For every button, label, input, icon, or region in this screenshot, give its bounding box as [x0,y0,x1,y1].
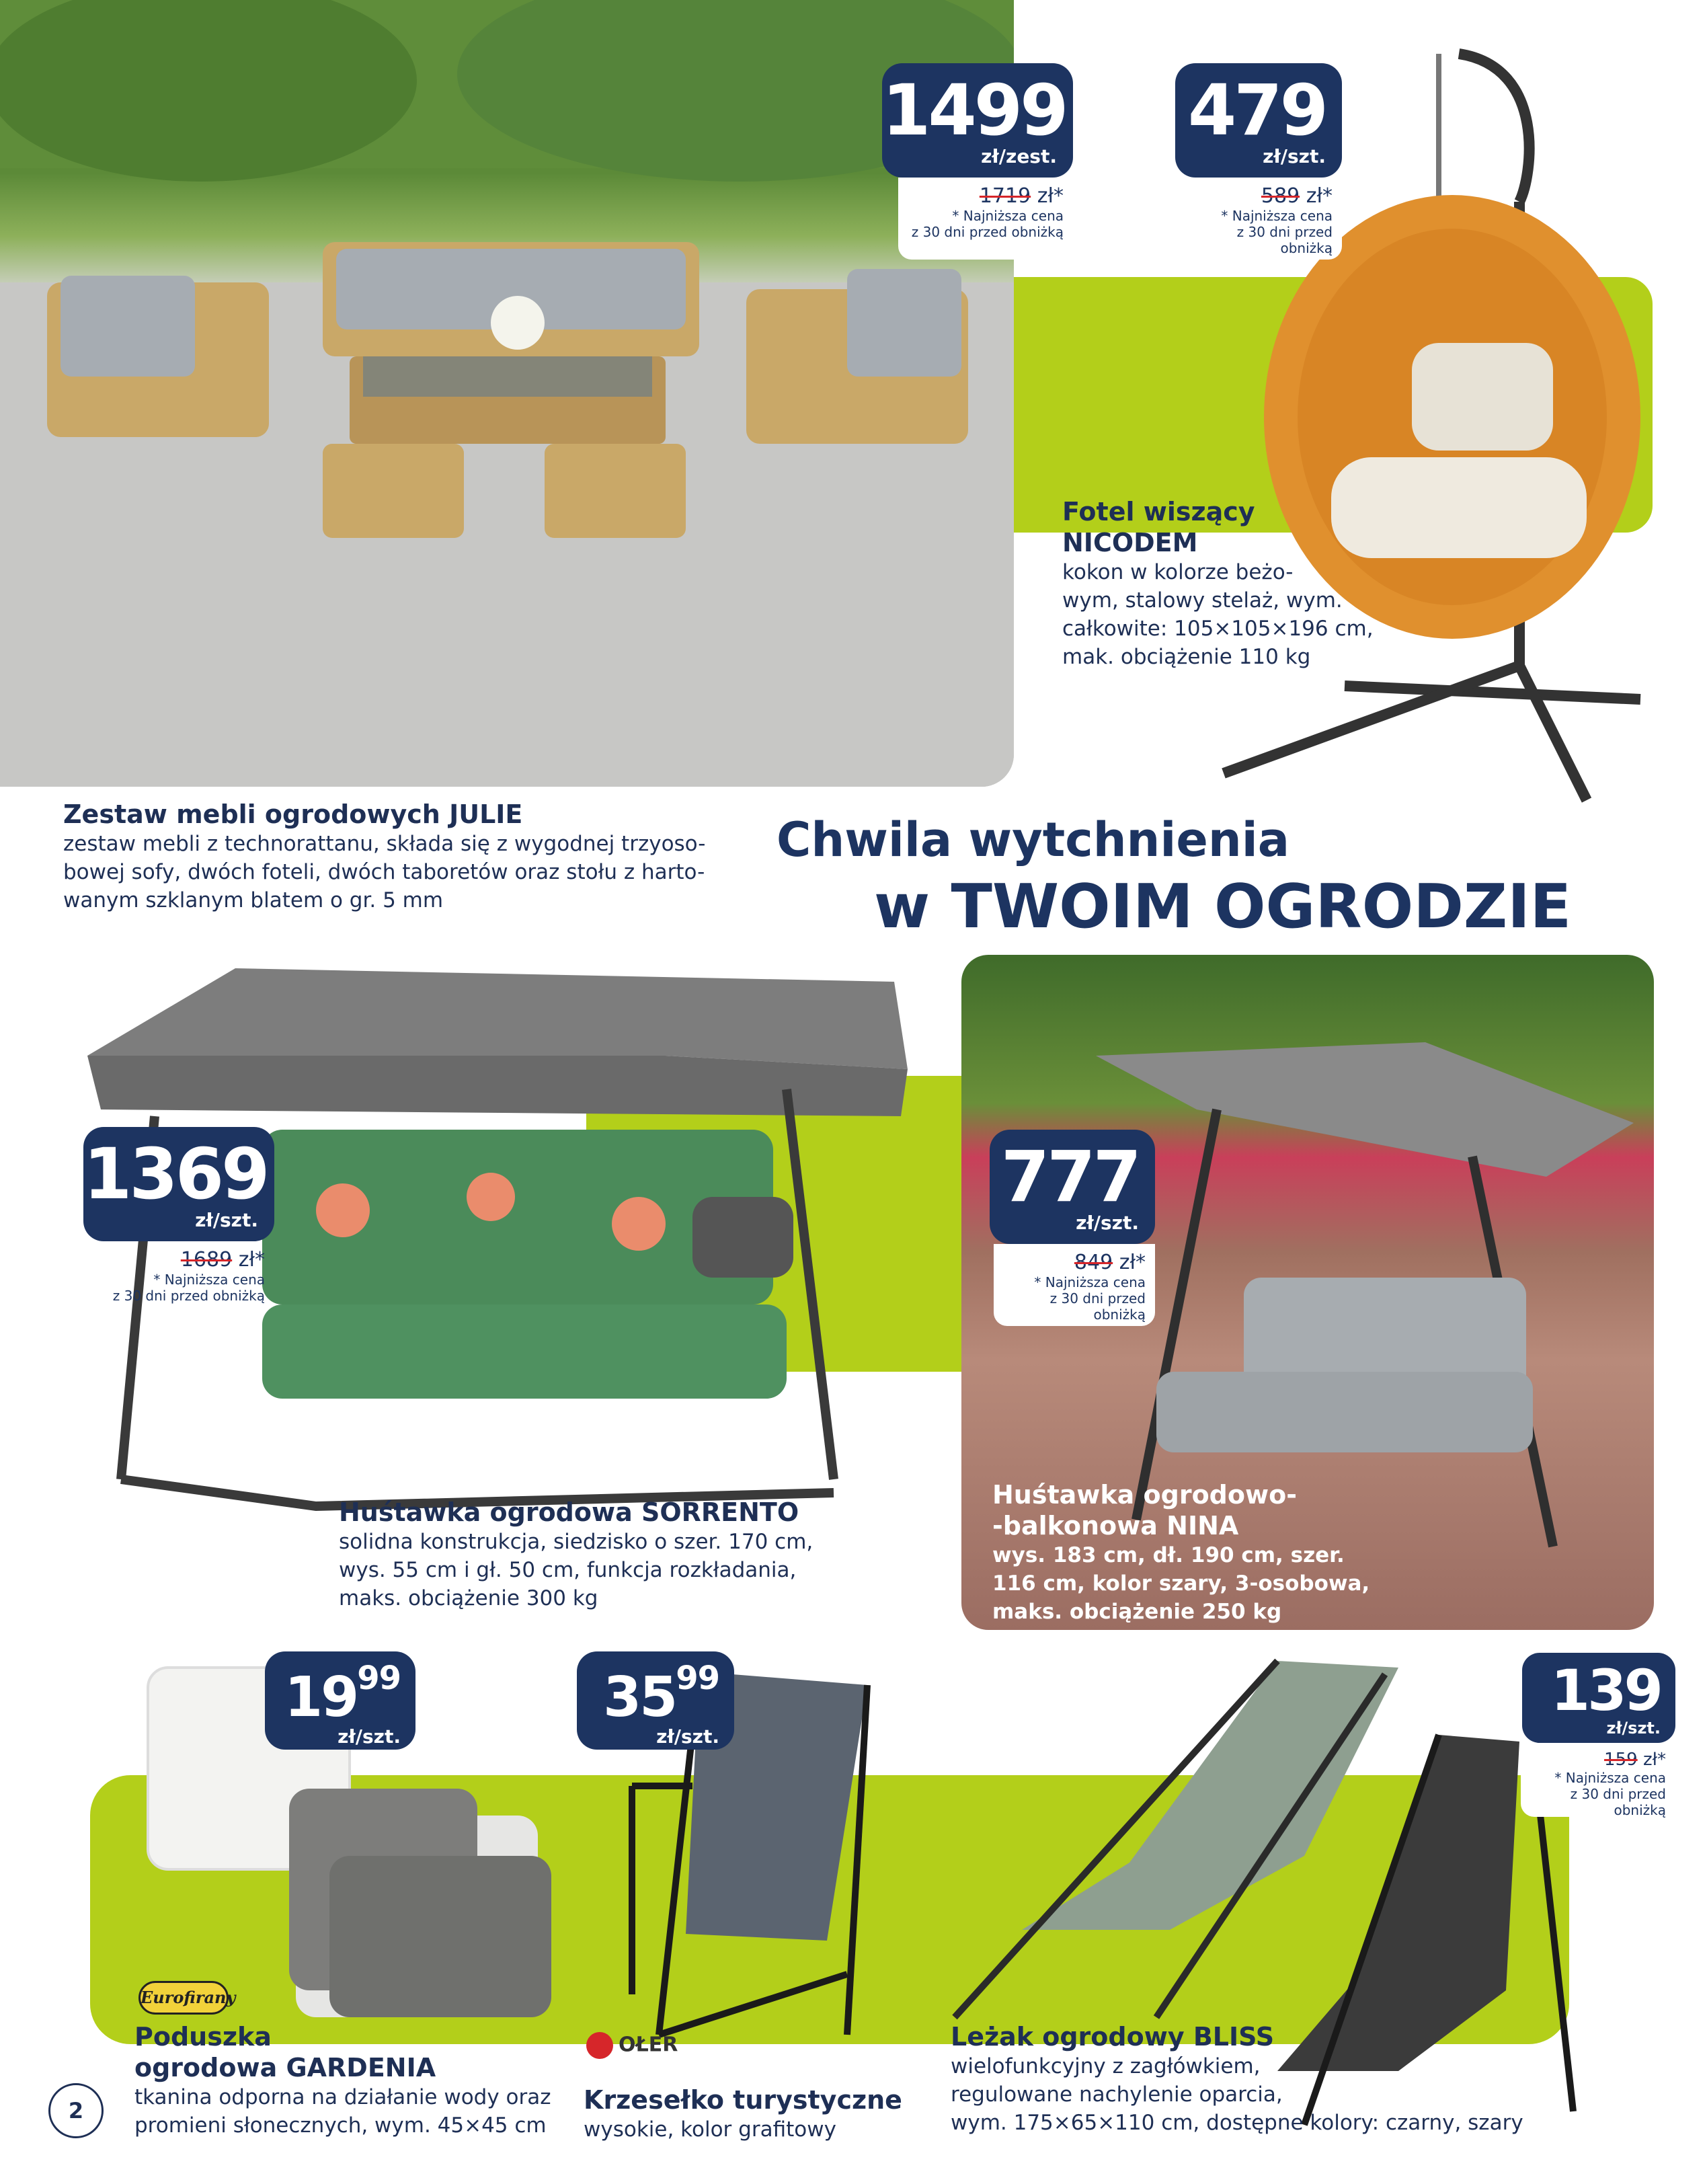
nina-lowest-price-note: * Najniższa cena [1034,1274,1146,1290]
bliss-price: 139 [1550,1658,1661,1723]
julie-title: Zestaw mebli ogrodowych JULIE [63,800,523,829]
nicodem-title-1: Fotel wiszący [1062,497,1255,526]
julie-desc-2: bowej sofy, dwóch foteli, dwóch taboretów oraz stołu z harto- [63,860,705,884]
nicodem-old-price: 589 [1261,184,1300,208]
sorrento-old-price-box [98,1241,274,1323]
krzeselko-price-int: 35 [603,1666,676,1729]
bliss-old-price-unit: zł* [1642,1750,1666,1770]
gardenia-title-1: Poduszka [134,2022,272,2052]
julie-description [63,799,803,914]
bliss-lowest-price-note: * Najniższa cena [1554,1770,1666,1786]
krzeselko-price-unit: zł/szt. [656,1725,719,1748]
sorrento-title: Huśtawka ogrodowa SORRENTO [339,1497,799,1527]
bliss-price-badge [1522,1653,1675,1743]
bliss-title: Leżak ogrodowy BLISS [951,2022,1275,2052]
sorrento-description [339,1497,944,1612]
nina-price-unit: zł/szt. [1076,1212,1139,1234]
eurofirany-logo: Eurofirany [138,1981,229,2015]
gardenia-description [134,2021,605,2140]
julie-desc-3: wanym szklanym blatem o gr. 5 mm [63,888,444,912]
julie-old-price: 1719 [979,184,1031,208]
patio-furniture-illustration [0,0,1014,787]
nina-price: 777 [1000,1136,1139,1218]
nicodem-price-badge [1175,63,1342,178]
sorrento-desc-3: maks. obciążenie 300 kg [339,1586,598,1610]
oler-logo-mark [586,2032,613,2059]
julie-price-unit: zł/zest. [981,145,1057,167]
nicodem-desc-3: całkowite: 105×105×196 cm, [1062,617,1374,641]
page-number: 2 [48,2083,104,2138]
nina-desc-2: 116 cm, kolor szary, 3-osobowa, [992,1571,1370,1596]
nina-lowest-price-note-2: z 30 dni przed obniżką [1049,1290,1146,1323]
julie-product-photo [0,0,1014,787]
sorrento-desc-1: solidna konstrukcja, siedzisko o szer. 170 cm, [339,1530,813,1554]
sorrento-lowest-price-note: * Najniższa cena [153,1272,265,1288]
nina-desc-3: maks. obciążenie 250 kg [992,1600,1282,1624]
sorrento-old-price: 1689 [180,1248,233,1272]
nicodem-lowest-price-note-2: z 30 dni przed obniżką [1236,224,1333,256]
nina-description [992,1479,1463,1626]
julie-old-price-box [898,178,1073,260]
julie-old-price-unit: zł* [1037,184,1064,208]
krzeselko-desc-1: wysokie, kolor grafitowy [584,2117,836,2142]
gardenia-title-2: ogrodowa GARDENIA [134,2053,436,2082]
sorrento-price-badge [83,1127,274,1241]
julie-lowest-price-note-2: z 30 dni przed obniżką [911,224,1064,240]
gardenia-desc-2: promieni słonecznych, wym. 45×45 cm [134,2113,547,2138]
julie-price: 1499 [882,69,1066,151]
nina-title-2: -balkonowa NINA [992,1511,1239,1540]
bliss-lowest-price-note-2: z 30 dni przed obniżką [1570,1786,1666,1818]
nina-old-price-unit: zł* [1119,1251,1146,1274]
nina-price-badge [990,1130,1155,1244]
nicodem-desc-2: wym, stalowy stelaż, wym. [1062,588,1343,613]
gardenia-price-badge [265,1651,415,1750]
gardenia-desc-1: tkanina odporna na działanie wody oraz [134,2085,551,2109]
bliss-desc-3: wym. 175×65×110 cm, dostępne kolory: czarny, szary [951,2111,1523,2135]
nicodem-title-2: NICODEM [1062,528,1198,557]
krzeselko-price-badge [577,1651,734,1750]
nina-old-price: 849 [1074,1251,1113,1274]
nina-desc-1: wys. 183 cm, dł. 190 cm, szer. [992,1543,1345,1567]
bliss-desc-2: regulowane nachylenie oparcia, [951,2082,1283,2107]
nicodem-old-price-unit: zł* [1306,184,1333,208]
headline-line-2: w TWOIM OGRODZIE [874,871,1572,942]
sorrento-price: 1369 [83,1133,268,1215]
nicodem-lowest-price-note: * Najniższa cena [1221,208,1333,224]
julie-desc-1: zestaw mebli z technorattanu, składa się z wygodnej trzyoso- [63,832,706,856]
krzeselko-price-dec: 99 [676,1660,719,1697]
bliss-old-price: 159 [1604,1750,1638,1770]
nina-title-1: Huśtawka ogrodowo- [992,1480,1297,1510]
nicodem-price: 479 [1187,69,1326,151]
nicodem-price-unit: zł/szt. [1263,145,1326,167]
bliss-price-unit: zł/szt. [1606,1719,1661,1738]
gardenia-price [265,1660,401,1729]
sorrento-desc-2: wys. 55 cm i gł. 50 cm, funkcja rozkładania, [339,1558,797,1582]
sorrento-old-price-unit: zł* [238,1248,265,1272]
gardenia-price-unit: zł/szt. [338,1725,401,1748]
sorrento-price-unit: zł/szt. [195,1209,258,1231]
nicodem-old-price-box [1181,178,1342,260]
nicodem-description [1062,496,1398,671]
headline-line-1: Chwila wytchnienia [777,812,1289,867]
bliss-desc-1: wielofunkcyjny z zagłówkiem, [951,2054,1261,2078]
nicodem-desc-4: mak. obciążenie 110 kg [1062,645,1311,669]
gardenia-price-dec: 99 [357,1660,401,1697]
oler-logo-text: OŁER [619,2033,678,2057]
nina-old-price-box [994,1244,1155,1326]
krzeselko-title: Krzesełko turystyczne [584,2085,902,2115]
julie-price-badge [882,63,1073,178]
nicodem-desc-1: kokon w kolorze beżo- [1062,560,1294,584]
sorrento-lowest-price-note-2: z 30 dni przed obniżką [112,1288,265,1304]
oler-logo [586,2032,678,2059]
bliss-old-price-box [1521,1743,1675,1817]
krzeselko-price [577,1660,719,1729]
bliss-description [951,2021,1690,2137]
julie-lowest-price-note: * Najniższa cena [952,208,1064,224]
gardenia-price-int: 19 [284,1666,358,1729]
krzeselko-description [584,2084,987,2144]
